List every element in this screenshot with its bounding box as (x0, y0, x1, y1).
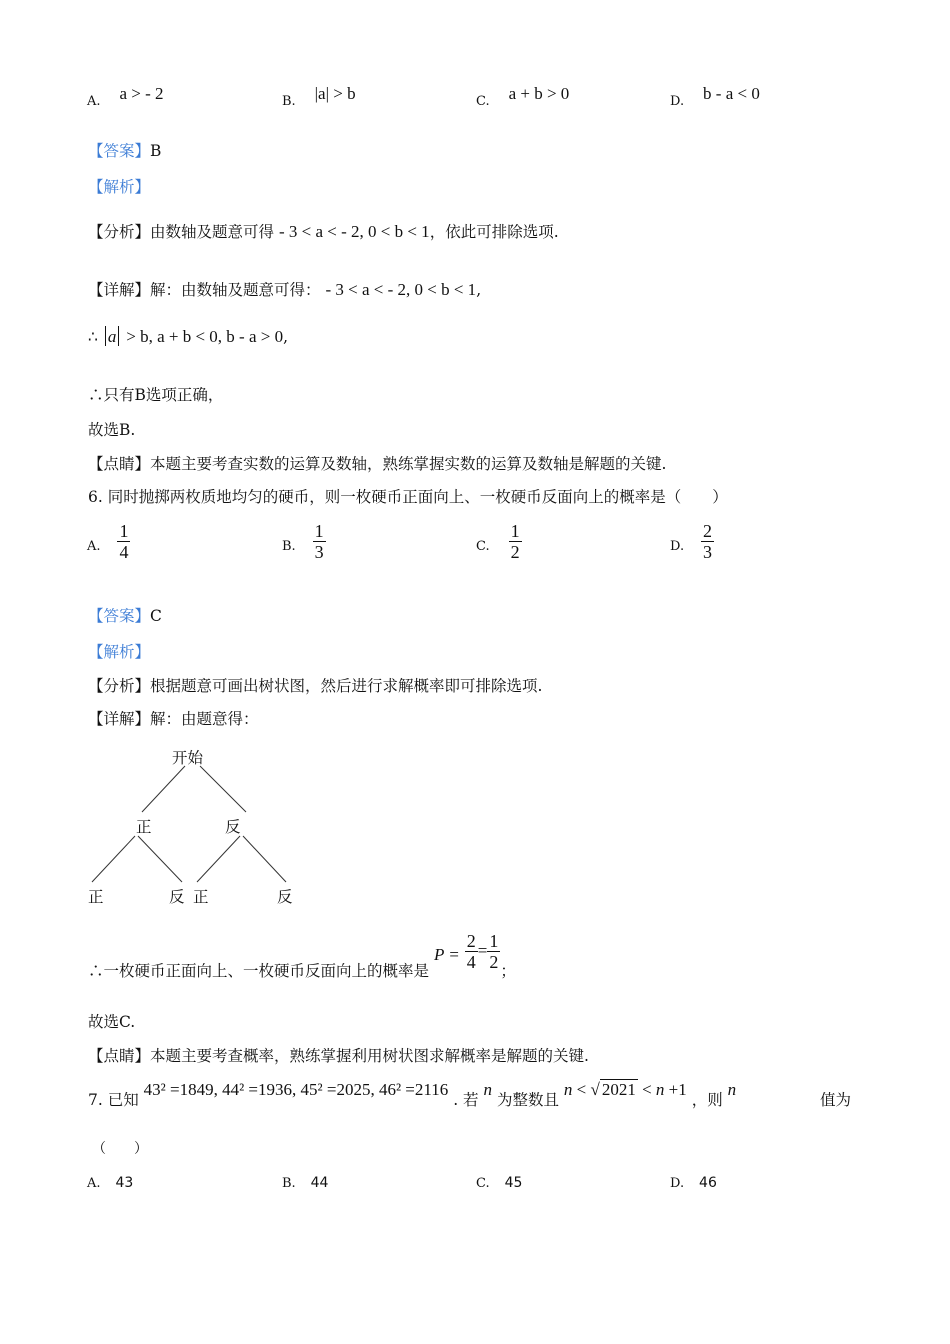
option-text: |a| > b (314, 84, 356, 103)
p-label: P = (433, 944, 460, 964)
conclusion-text: 一枚硬币正面向上、一枚硬币反面向上的概率是 (103, 961, 430, 980)
option-text: 44 (310, 1175, 329, 1191)
xiangjie-tag: 【详解】 (88, 710, 151, 728)
option-label: D. (670, 94, 685, 109)
answer-value: C (150, 607, 162, 625)
therefore-symbol: ∴ (88, 961, 104, 980)
tree-edge (200, 766, 246, 812)
q7-option-d (670, 1173, 717, 1191)
therefore-math: > b, a + b < 0, b - a > 0 (126, 327, 284, 346)
q6-jiexi (88, 640, 150, 662)
dianjing-tag: 【点睛】 (88, 455, 151, 473)
q5-only-b (88, 383, 223, 405)
tree-node-l1: 反 (225, 818, 241, 836)
q7-int-text: 为整数且 (496, 1091, 559, 1109)
option-text: 43 (115, 1175, 134, 1191)
q7-ruo: . 若 (453, 1091, 479, 1109)
var-n: n (727, 1080, 737, 1099)
tree-edge (243, 836, 286, 882)
fraction: $\frac{1}{4}$ (119, 521, 129, 562)
option-text: b - a < 0 (703, 84, 760, 103)
option-label: A. (87, 538, 101, 554)
xiangjie-text: 解：由题意得： (150, 710, 259, 728)
q5-answer (88, 139, 161, 161)
therefore-symbol: ∴ (88, 328, 98, 346)
line-text: 只有B选项正确， (103, 386, 224, 404)
xiangjie-post: , (476, 281, 482, 299)
q6-fenxi (88, 674, 542, 696)
q6-conclusion: ∴一枚硬币正面向上、一枚硬币反面向上的概率是 P = $\frac{2}{4}$ = $\frac{1}{2}$ ； (88, 931, 516, 980)
option-text: 45 (504, 1175, 523, 1191)
answer-value: B (150, 142, 162, 160)
option-text: a + b > 0 (508, 84, 570, 103)
fenxi-post: ，依此可排除选项. (429, 223, 559, 241)
q7-option-b (282, 1173, 328, 1191)
jiexi-tag: 【解析】 (88, 643, 151, 661)
q5-option-d (670, 84, 760, 110)
option-label: D. (670, 1176, 685, 1191)
q7-stem (88, 1078, 737, 1109)
option-text: a > - 2 (119, 84, 164, 103)
fenxi-tag: 【分析】 (88, 677, 151, 695)
xiangjie-tag: 【详解】 (88, 281, 151, 299)
fraction: $\frac{2}{3}$ (703, 521, 713, 562)
option-label: B. (282, 94, 296, 109)
q5-xiangjie (88, 278, 481, 300)
q6-option-b (282, 521, 326, 562)
fraction: $\frac{1}{2}$ (510, 521, 520, 562)
answer-tag: 【答案】 (88, 607, 151, 625)
q6-choose: 故选C. (88, 1013, 136, 1031)
q7-zhi-wei: 值为 (820, 1091, 852, 1109)
q7-squares: 43² =1849, 44² =1936, 45² =2025, 46² =2116 (143, 1080, 449, 1099)
q5-dianjing (88, 452, 666, 474)
tree-node-l2: 正 (193, 888, 209, 906)
fenxi-text: 根据题意可画出树状图，然后进行求解概率即可排除选项. (150, 677, 543, 695)
therefore-symbol: ∴ (88, 386, 104, 404)
q6-option-a (87, 521, 130, 562)
q5-therefore: ∴ a > b, a + b < 0, b - a > 0, (88, 327, 289, 346)
abs-bar (118, 326, 119, 346)
q7-condition: n < √ 2021 < n +1 (563, 1080, 687, 1099)
fraction: $\frac{2}{4}$ (466, 931, 476, 972)
option-text: 46 (699, 1175, 717, 1191)
option-label: A. (87, 94, 101, 109)
q6-stem: 6. 同时抛掷两枚质地均匀的硬币，则一枚硬币正面向上、一枚硬币反面向上的概率是（ ） (88, 488, 728, 506)
jiexi-tag: 【解析】 (88, 178, 151, 196)
tree-edge (142, 766, 185, 812)
fenxi-math: - 3 < a < - 2, 0 < b < 1 (278, 222, 430, 241)
dianjing-text: 本题主要考查实数的运算及数轴，熟练掌握实数的运算及数轴是解题的关键. (150, 455, 667, 473)
fenxi-text: 由数轴及题意可得 (150, 223, 275, 241)
q5-option-c (476, 84, 570, 110)
q7-number: 7. 已知 (88, 1091, 139, 1109)
option-label: A. (87, 1176, 101, 1191)
q6-option-c (476, 521, 522, 562)
var-a: a (107, 327, 117, 346)
q6-dianjing (88, 1044, 589, 1066)
q6-xiangjie (88, 707, 259, 729)
fraction: $\frac{1}{2}$ (489, 931, 499, 972)
q7-ze: ，则 (691, 1091, 723, 1109)
q5-jiexi (88, 175, 150, 197)
xiangjie-text: 解：由数轴及题意可得： (150, 281, 321, 299)
tree-edge (197, 836, 240, 882)
q7-paren: （ ） (92, 1141, 148, 1157)
tree-edge (138, 836, 182, 882)
q7-option-a (87, 1173, 133, 1191)
tree-root: 开始 (172, 749, 204, 767)
option-label: C. (476, 1176, 490, 1191)
dianjing-text: 本题主要考查概率，熟练掌握利用树状图求解概率是解题的关键. (150, 1047, 589, 1065)
option-label: D. (670, 538, 685, 554)
q5-choose: 故选B. (88, 421, 136, 439)
fraction: $\frac{1}{3}$ (314, 521, 324, 562)
option-label: B. (282, 538, 296, 554)
q6-answer (88, 604, 162, 626)
tree-node-l2: 反 (277, 888, 293, 906)
q5-option-b (282, 84, 356, 109)
q5-fenxi (88, 220, 559, 242)
q6-option-d (670, 521, 714, 562)
tree-node-l2: 反 (169, 888, 185, 906)
xiangjie-math: - 3 < a < - 2, 0 < b < 1 (325, 280, 477, 299)
fenxi-tag: 【分析】 (88, 223, 151, 241)
tree-edge (92, 836, 135, 882)
q7-option-c (476, 1173, 522, 1191)
q5-option-a (87, 84, 164, 110)
abs-bar (105, 326, 106, 346)
radicand: 2021 (601, 1080, 636, 1099)
answer-tag: 【答案】 (88, 142, 151, 160)
tree-node-l2: 正 (88, 888, 104, 906)
option-label: C. (476, 94, 490, 109)
var-n: n (483, 1080, 492, 1099)
option-label: C. (476, 538, 490, 554)
tree-node-l1: 正 (136, 818, 152, 836)
dianjing-tag: 【点睛】 (88, 1047, 151, 1065)
option-label: B. (282, 1176, 296, 1191)
